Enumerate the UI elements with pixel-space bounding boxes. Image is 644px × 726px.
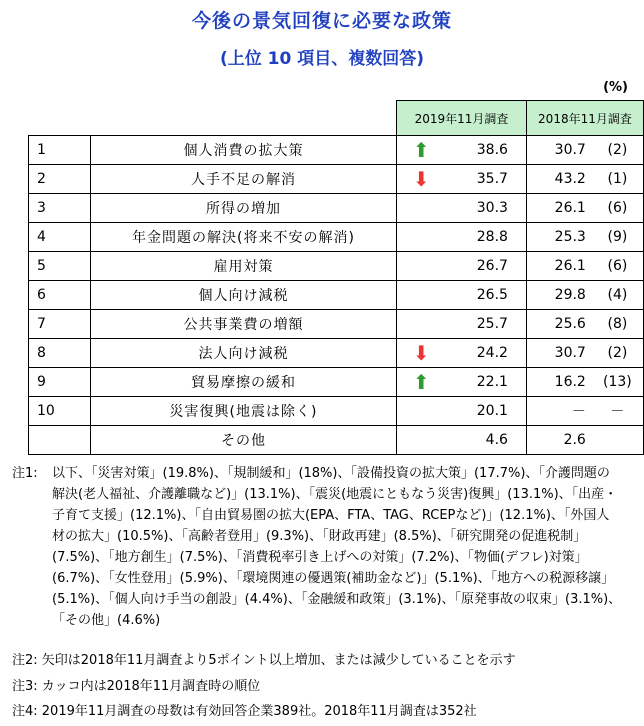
note-2: 注2: 矢印は2018年11月調査より5ポイント以上増加、または減少していることを示す xyxy=(12,653,516,668)
policy-table xyxy=(28,100,644,455)
rank-2018: (8) xyxy=(592,310,644,339)
value-2019: 28.8 xyxy=(445,223,526,252)
value-2019: 25.7 xyxy=(445,310,526,339)
table-row xyxy=(29,310,644,339)
arrow-up-icon: ⬆ xyxy=(412,137,430,162)
policy-label: 人手不足の解消 xyxy=(90,165,396,194)
rank-cell: 9 xyxy=(29,368,91,397)
rank-cell: 6 xyxy=(29,281,91,310)
rank-cell: 4 xyxy=(29,223,91,252)
value-2018: 25.6 xyxy=(526,310,591,339)
change-arrow-icon xyxy=(397,281,446,310)
arrow-down-icon: ⬇ xyxy=(412,340,430,365)
rank-2018: － xyxy=(592,397,644,426)
note-1-tag: 注1: xyxy=(12,466,38,481)
value-2019: 30.3 xyxy=(445,194,526,223)
policy-label: その他 xyxy=(90,426,396,455)
value-2019: 26.5 xyxy=(445,281,526,310)
rank-cell: 10 xyxy=(29,397,91,426)
policy-label: 年金問題の解決(将来不安の解消) xyxy=(90,223,396,252)
table-row xyxy=(29,136,644,165)
value-2018: 29.8 xyxy=(526,281,591,310)
change-arrow-icon xyxy=(397,223,446,252)
change-arrow-icon xyxy=(397,194,446,223)
policy-label: 個人消費の拡大策 xyxy=(90,136,396,165)
table-row xyxy=(29,194,644,223)
table-row xyxy=(29,426,644,455)
rank-2018: (6) xyxy=(592,252,644,281)
note-1 xyxy=(12,463,632,631)
note-1-text: 以下、「災害対策」(19.8%)、「規制緩和」(18%)、「設備投資の拡大策」(17.7%)、「介護問題の解決(老人福祉、介護離職など)」(13.1%)、「震災(地震にともなう災害)復興」(13.1%)、「出産・子育て支援」(12.1%)、「自由貿易圏の拡大(EPA、FTA、TAG、RCEPなど)」(12.1%)、「外国人材の拡大」(10.5%)、「高齢者登用」(9.3%)、「財政再建」(8.5%)、「研究開発の促進税制」(7.5%)、「地方創生」(7.5%)、「消費税率引き上げへの対策」(7.2%)、「物価(デフレ)対策」(6.7%)、「女性登用」(5.9%)、「環境関連の優遇策(補助金など)」(5.1%)、「地方への税源移譲」(5.1%)、「個人向け手当の創設」(4.4%)、「金融緩和政策」(3.1%)、「原発事故の収束」(3.1%)、「その他」(4.6%) xyxy=(52,466,622,628)
table-row xyxy=(29,281,644,310)
value-2019: 22.1 xyxy=(445,368,526,397)
value-2018: － xyxy=(526,397,591,426)
unit-label: (%) xyxy=(603,80,628,95)
column-header-2019: 2019年11月調査 xyxy=(397,101,527,136)
table-row xyxy=(29,397,644,426)
value-2018: 30.7 xyxy=(526,136,591,165)
rank-cell: 8 xyxy=(29,339,91,368)
rank-2018: (2) xyxy=(592,136,644,165)
value-2019: 35.7 xyxy=(445,165,526,194)
table-row xyxy=(29,339,644,368)
value-2019: 38.6 xyxy=(445,136,526,165)
chart-title: 今後の景気回復に必要な政策 xyxy=(191,10,452,32)
policy-label: 災害復興(地震は除く) xyxy=(90,397,396,426)
policy-label: 貿易摩擦の緩和 xyxy=(90,368,396,397)
policy-label: 個人向け減税 xyxy=(90,281,396,310)
value-2018: 30.7 xyxy=(526,339,591,368)
rank-cell: 1 xyxy=(29,136,91,165)
rank-2018: (9) xyxy=(592,223,644,252)
change-arrow-icon xyxy=(397,310,446,339)
rank-2018 xyxy=(592,426,644,455)
value-2018: 26.1 xyxy=(526,194,591,223)
rank-cell: 3 xyxy=(29,194,91,223)
policy-label: 法人向け減税 xyxy=(90,339,396,368)
rank-cell: 5 xyxy=(29,252,91,281)
value-2018: 16.2 xyxy=(526,368,591,397)
rank-2018: (1) xyxy=(592,165,644,194)
chart-subtitle: (上位 10 項目、複数回答) xyxy=(219,49,425,69)
table-row xyxy=(29,252,644,281)
value-2019: 26.7 xyxy=(445,252,526,281)
value-2019: 24.2 xyxy=(445,339,526,368)
value-2018: 43.2 xyxy=(526,165,591,194)
rank-2018: (2) xyxy=(592,339,644,368)
rank-2018: (6) xyxy=(592,194,644,223)
value-2018: 26.1 xyxy=(526,252,591,281)
value-2019: 20.1 xyxy=(445,397,526,426)
note-3: 注3: カッコ内は2018年11月調査時の順位 xyxy=(12,679,261,694)
column-header-2018: 2018年11月調査 xyxy=(526,101,643,136)
rank-cell: 2 xyxy=(29,165,91,194)
table-row xyxy=(29,165,644,194)
change-arrow-icon xyxy=(397,252,446,281)
policy-label: 所得の増加 xyxy=(90,194,396,223)
change-arrow-icon xyxy=(397,426,446,455)
value-2019: 4.6 xyxy=(445,426,526,455)
policy-label: 雇用対策 xyxy=(90,252,396,281)
change-arrow-icon xyxy=(397,136,446,165)
table-row xyxy=(29,368,644,397)
note-4: 注4: 2019年11月調査の母数は有効回答企業389社。2018年11月調査は352社 xyxy=(12,704,477,719)
change-arrow-icon xyxy=(397,368,446,397)
rank-cell: 7 xyxy=(29,310,91,339)
change-arrow-icon xyxy=(397,397,446,426)
arrow-down-icon: ⬇ xyxy=(412,166,430,191)
table-row xyxy=(29,223,644,252)
rank-cell xyxy=(29,426,91,455)
value-2018: 25.3 xyxy=(526,223,591,252)
change-arrow-icon xyxy=(397,165,446,194)
arrow-up-icon: ⬆ xyxy=(412,369,430,394)
rank-2018: (4) xyxy=(592,281,644,310)
rank-2018: (13) xyxy=(592,368,644,397)
value-2018: 2.6 xyxy=(526,426,591,455)
policy-label: 公共事業費の増額 xyxy=(90,310,396,339)
change-arrow-icon xyxy=(397,339,446,368)
table-body xyxy=(29,136,644,455)
